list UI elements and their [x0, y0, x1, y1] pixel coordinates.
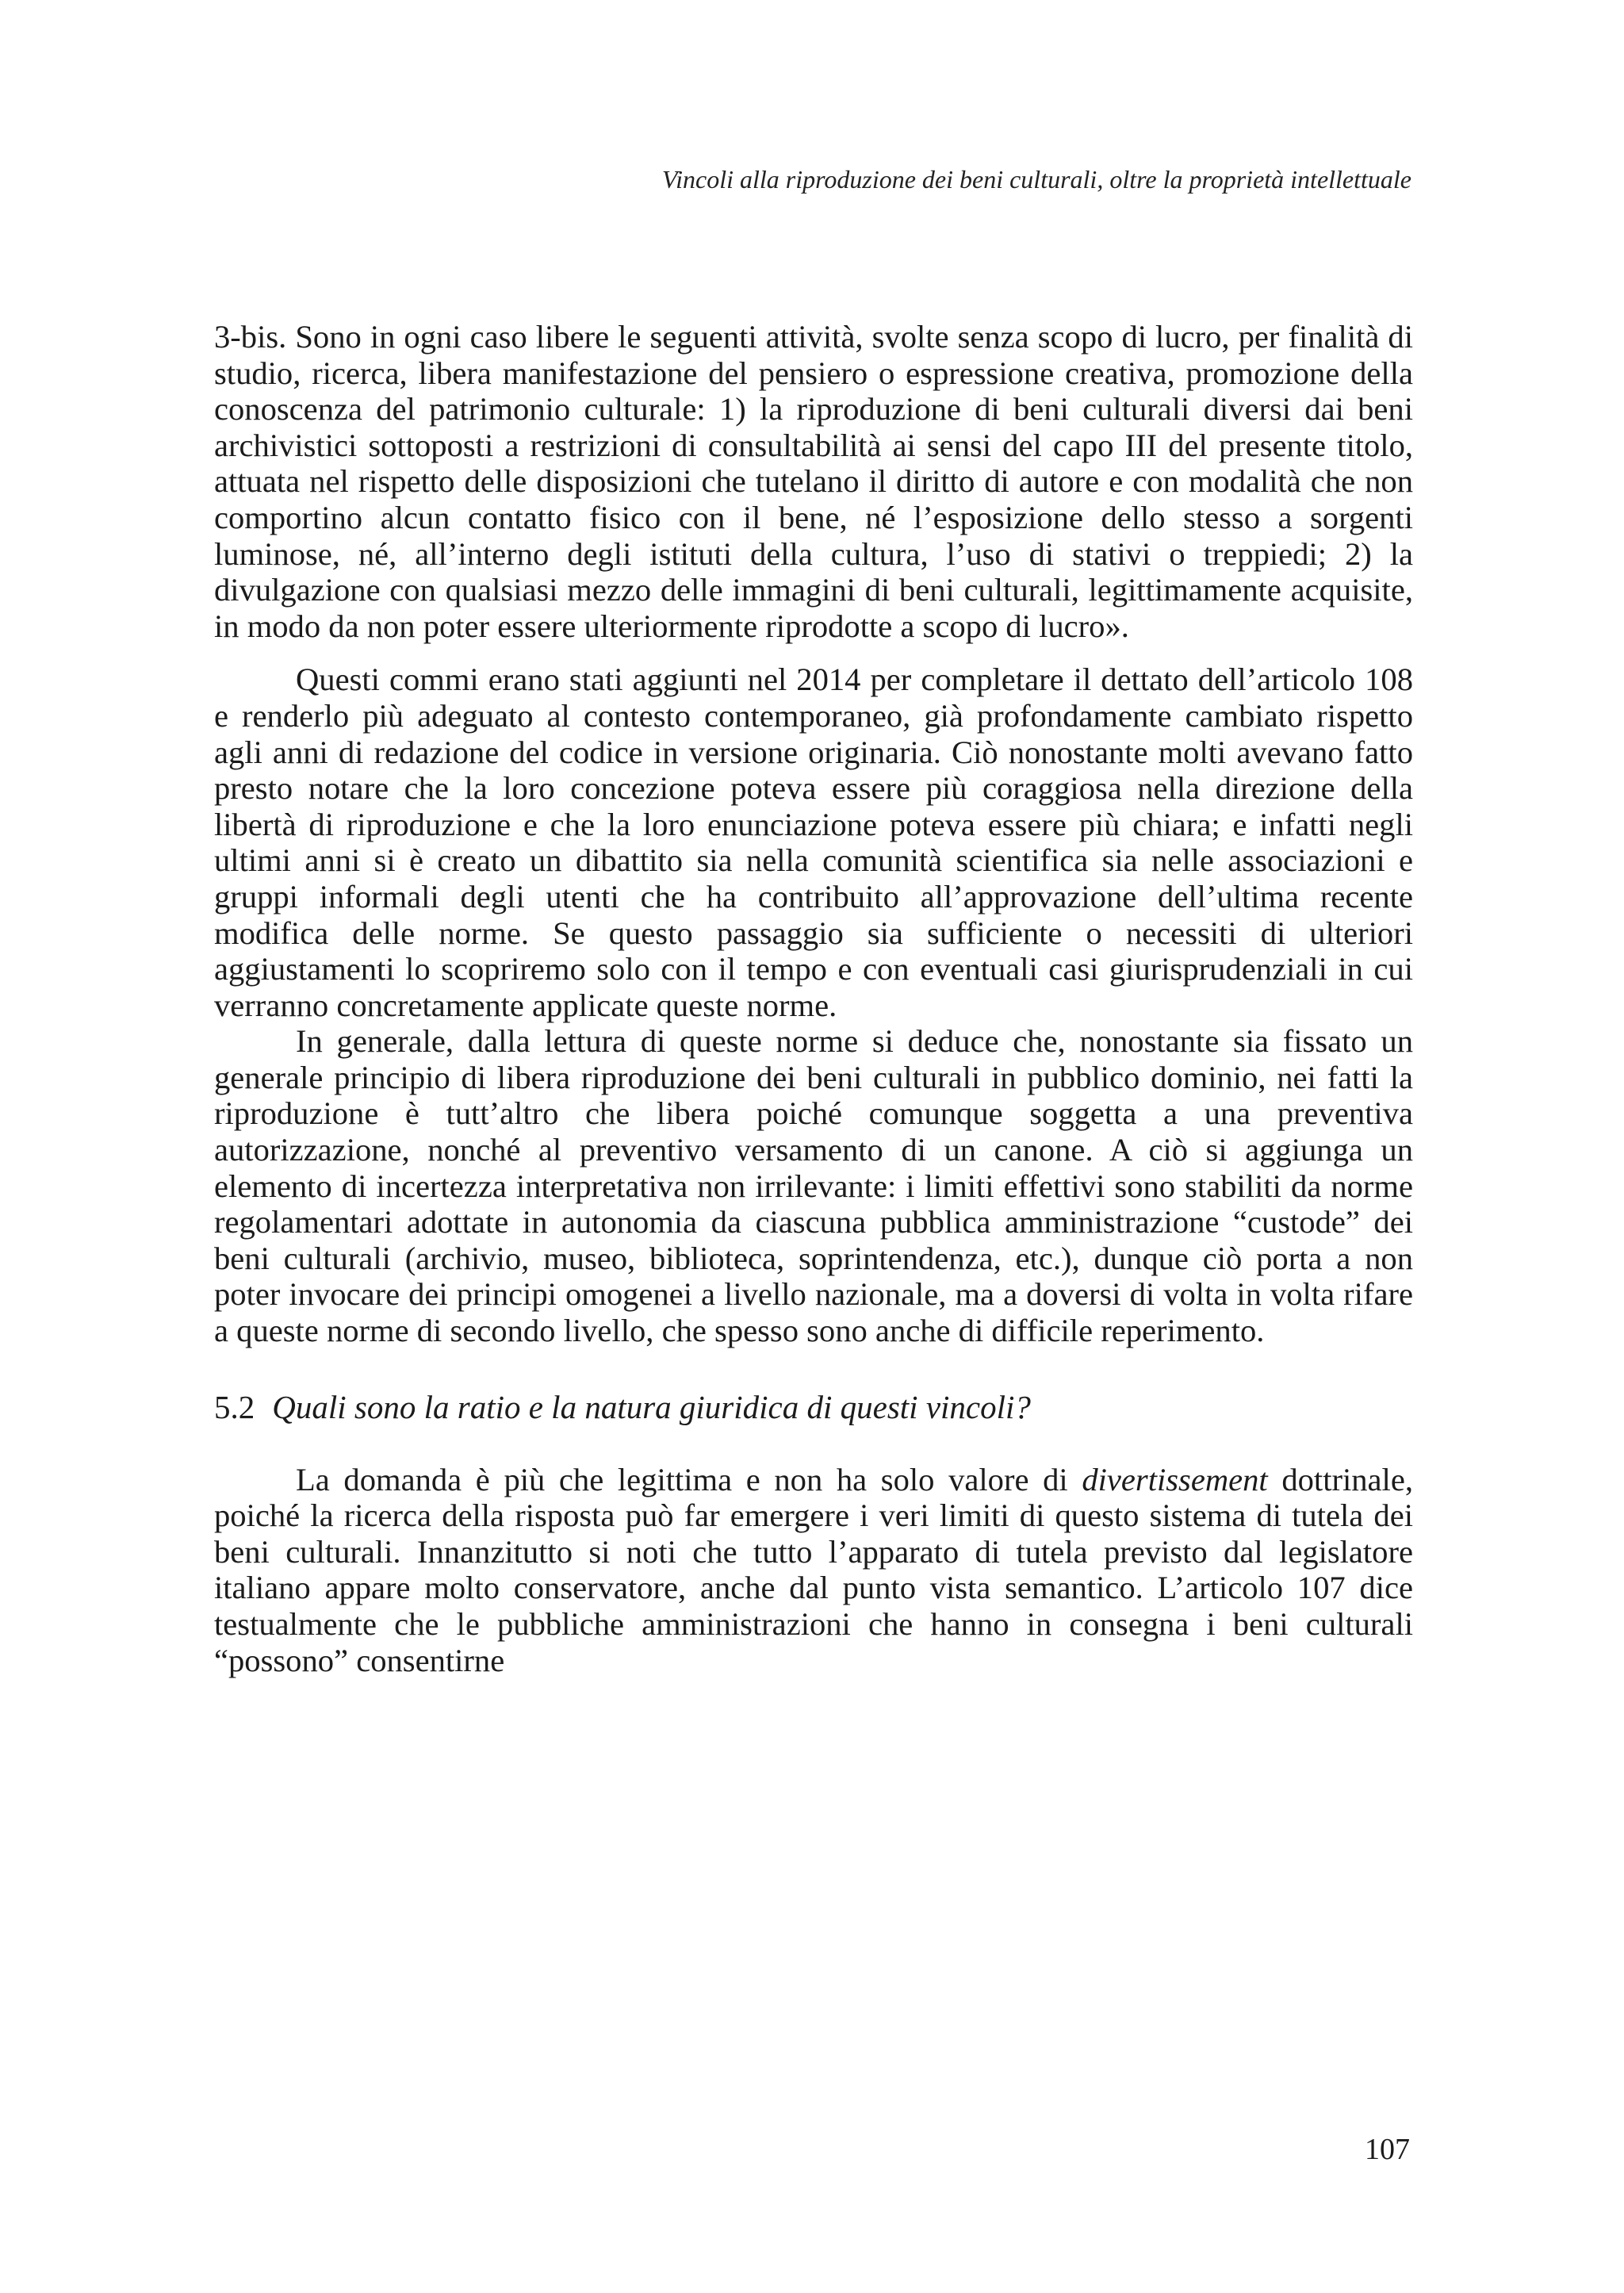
page-number: 107: [1365, 2133, 1410, 2166]
paragraph-domanda-italic: divertissement: [1082, 1461, 1268, 1497]
paragraph-quote-3bis: 3-bis. Sono in ogni caso libere le seguenti attività, svolte senza scopo di lucro, per finalità di studio, ricerca, libera manifestazione del pensiero o espressione creativa, promozione della conoscenza del patrimonio culturale: 1) la riproduzione di beni culturali diversi dai beni archivistici sottoposti a restrizioni di consultabilità ai sensi del capo III del presente titolo, attuata nel rispetto delle disposizioni che tutelano il diritto di autore e con modalità che non comportino alcun contatto fisico con il bene, né l’esposizione dello stesso a sorgenti luminose, né, all’interno degli istituti della cultura, l’uso di stativi o treppiedi; 2) la divulgazione con qualsiasi mezzo delle immagini di beni culturali, legittimamente acquisite, in modo da non poter essere ulteriormente riprodotte a scopo di lucro».: [214, 319, 1413, 644]
paragraph-commi: Questi commi erano stati aggiunti nel 2014 per completare il dettato dell’articolo 108 e renderlo più adeguato al contesto contemporaneo, già profondamente cambiato rispetto agli anni di redazione del codice in versione originaria. Ciò nonostante molti avevano fatto presto notare che la loro concezione poteva essere più coraggiosa nella direzione della libertà di riproduzione e che la loro enunciazione poteva essere più chiara; e infatti negli ultimi anni si è creato un dibattito sia nella comunità scientifica sia nelle associazioni e gruppi informali degli utenti che ha contribuito all’approvazione dell’ultima recente modifica delle norme. Se questo passaggio sia sufficiente o necessiti di ulteriori aggiustamenti lo scopriremo solo con il tempo e con eventuali casi giurisprudenziali in cui verranno concretamente applicate queste norme.: [214, 661, 1413, 1023]
paragraph-domanda-start: La domanda è più che legittima e non ha solo valore di: [296, 1461, 1082, 1497]
running-header: Vincoli alla riproduzione dei beni culturali, oltre la proprietà intellettuale: [661, 165, 1411, 194]
paragraph-in-generale: In generale, dalla lettura di queste norme si deduce che, nonostante sia fissato un generale principio di libera riproduzione dei beni culturali in pubblico dominio, nei fatti la riproduzione è tutt’altro che libera poiché comunque soggetta a una preventiva autorizzazione, nonché al preventivo versamento di un canone. A ciò si aggiunga un elemento di incertezza interpretativa non irrilevante: i limiti effettivi sono stabiliti da norme regolamentari adottate in autonomia da ciascuna pubblica amministrazione “custode” dei beni culturali (archivio, museo, biblioteca, soprintendenza, etc.), dunque ciò porta a non poter invocare dei principi omogenei a livello nazionale, ma a doversi di volta in volta rifare a queste norme di secondo livello, che spesso sono anche di difficile reperimento.: [214, 1023, 1413, 1349]
section-number: 5.2: [214, 1388, 255, 1425]
paragraph-domanda-rest: dottrinale, poiché la ricerca della risposta può far emergere i veri limiti di questo sistema di tutela dei beni culturali. Innanzitutto si noti che tutto l’apparato di tutela previsto dal legislatore italiano appare molto conservatore, anche dal punto vista semantico. L’articolo 107 dice testualmente che le pubbliche amministrazioni che hanno in consegna i beni culturali “possono” consentirne: [214, 1461, 1413, 1678]
main-text: [214, 319, 1413, 1678]
section-heading: [214, 1389, 1413, 1425]
paragraph-domanda: [214, 1462, 1413, 1679]
section-title: Quali sono la ratio e la natura giuridica di questi vincoli?: [272, 1388, 1031, 1425]
